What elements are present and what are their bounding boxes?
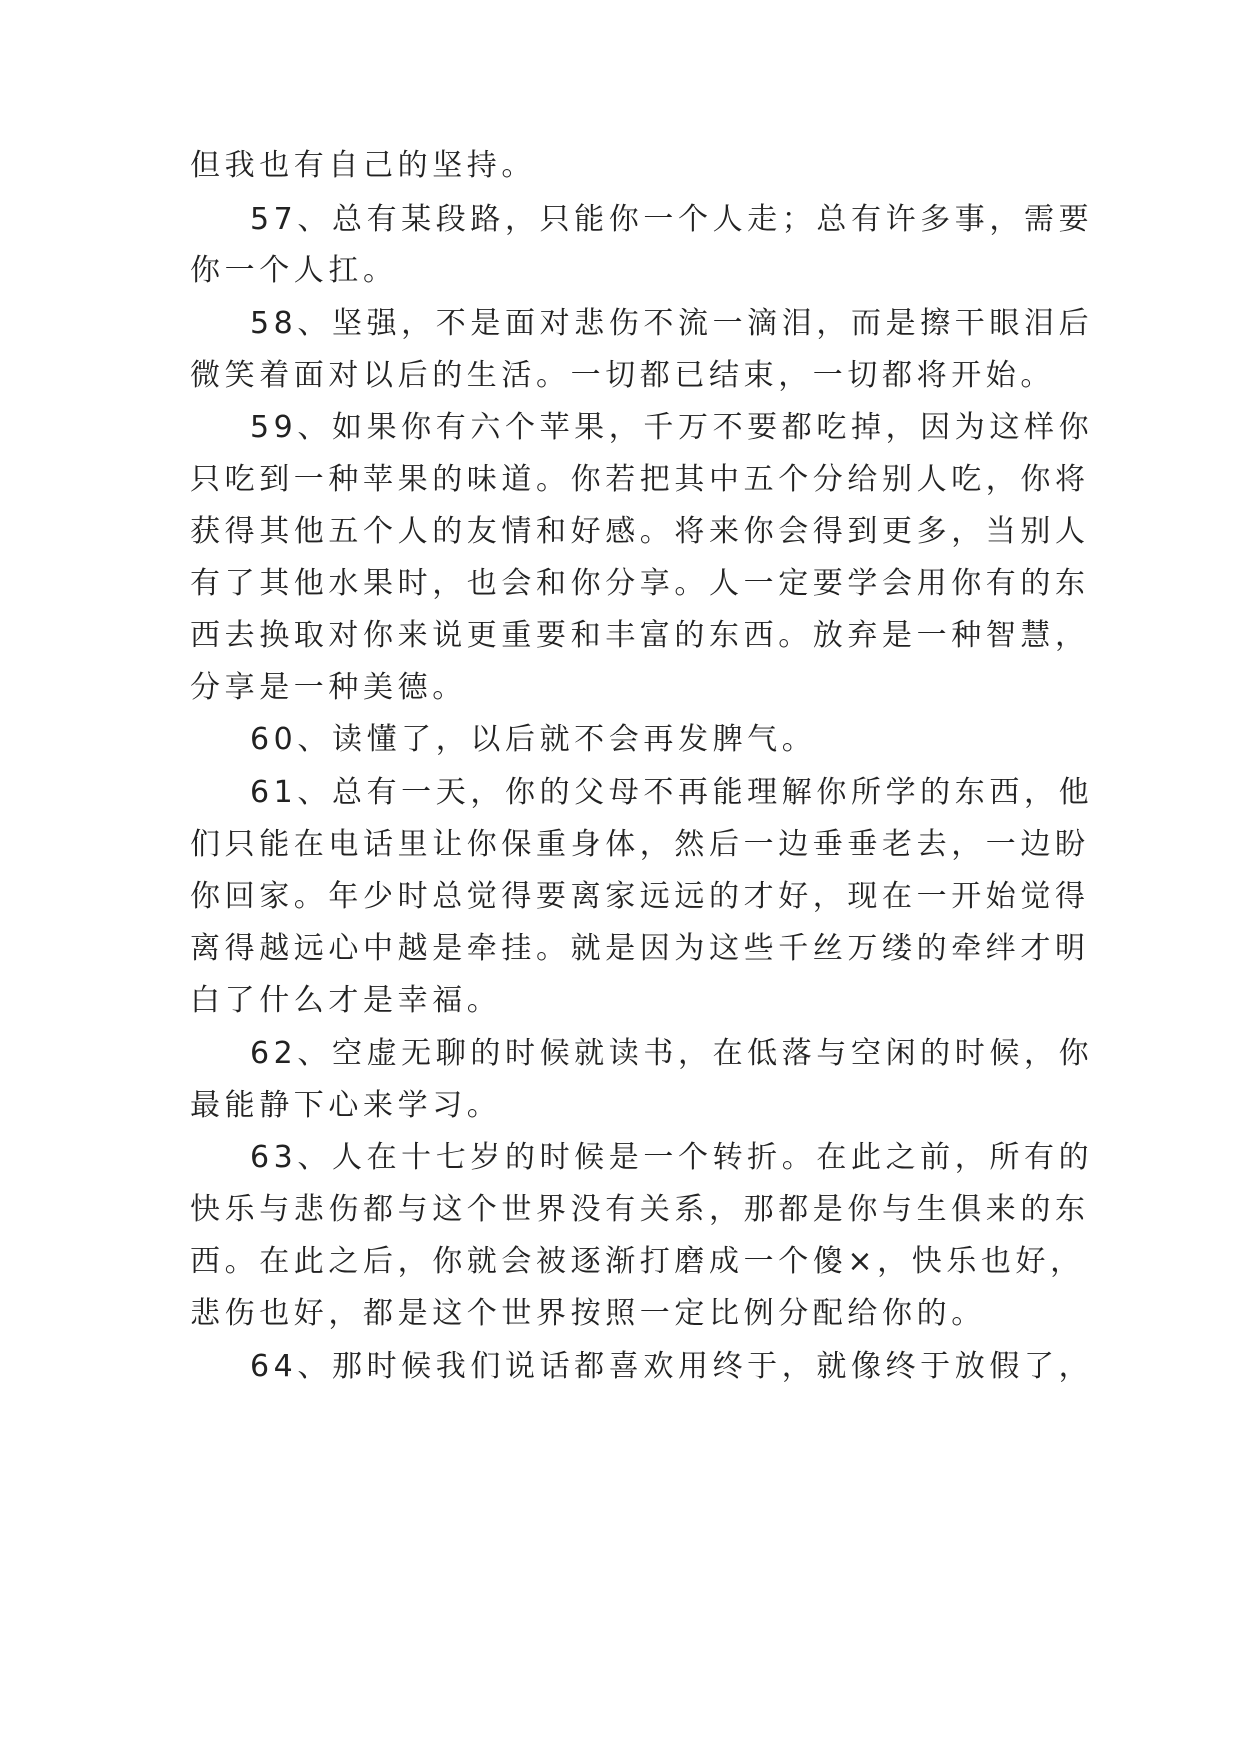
text-line: 60、读懂了，以后就不会再发脾气。 — [250, 722, 817, 757]
text-line: 有了其他水果时，也会和你分享。人一定要学会用你有的东 — [190, 566, 1090, 601]
text-line: 但我也有自己的坚持。 — [190, 148, 536, 183]
text-line: 悲伤也好，都是这个世界按照一定比例分配给你的。 — [190, 1296, 986, 1331]
text-line: 们只能在电话里让你保重身体，然后一边垂垂老去，一边盼 — [190, 827, 1090, 862]
text-line: 分享是一种美德。 — [190, 670, 467, 705]
text-line: 微笑着面对以后的生活。一切都已结束，一切都将开始。 — [190, 358, 1055, 393]
text-line: 你回家。年少时总觉得要离家远远的才好，现在一开始觉得 — [190, 879, 1090, 914]
text-line: 离得越远心中越是牵挂。就是因为这些千丝万缕的牵绊才明 — [190, 931, 1090, 966]
text-line: 你一个人扛。 — [190, 253, 398, 288]
text-line: 获得其他五个人的友情和好感。将来你会得到更多，当别人 — [190, 514, 1090, 549]
text-line: 63、人在十七岁的时候是一个转折。在此之前，所有的 — [250, 1140, 1094, 1175]
text-line: 62、空虚无聊的时候就读书，在低落与空闲的时候，你 — [250, 1036, 1094, 1071]
text-line: 最能静下心来学习。 — [190, 1088, 502, 1123]
text-line: 64、那时候我们说话都喜欢用终于，就像终于放假了， — [250, 1349, 1094, 1384]
text-line: 59、如果你有六个苹果，千万不要都吃掉，因为这样你 — [250, 410, 1094, 445]
text-line: 西。在此之后，你就会被逐渐打磨成一个傻×，快乐也好， — [190, 1244, 1085, 1279]
text-line: 西去换取对你来说更重要和丰富的东西。放弃是一种智慧， — [190, 618, 1090, 653]
text-line: 58、坚强，不是面对悲伤不流一滴泪，而是擦干眼泪后 — [250, 306, 1094, 341]
text-line: 61、总有一天，你的父母不再能理解你所学的东西，他 — [250, 775, 1094, 810]
text-line: 57、总有某段路，只能你一个人走；总有许多事，需要 — [250, 202, 1094, 237]
text-line: 快乐与悲伤都与这个世界没有关系，那都是你与生俱来的东 — [190, 1192, 1090, 1227]
text-line: 白了什么才是幸福。 — [190, 983, 502, 1018]
text-line: 只吃到一种苹果的味道。你若把其中五个分给别人吃，你将 — [190, 462, 1090, 497]
